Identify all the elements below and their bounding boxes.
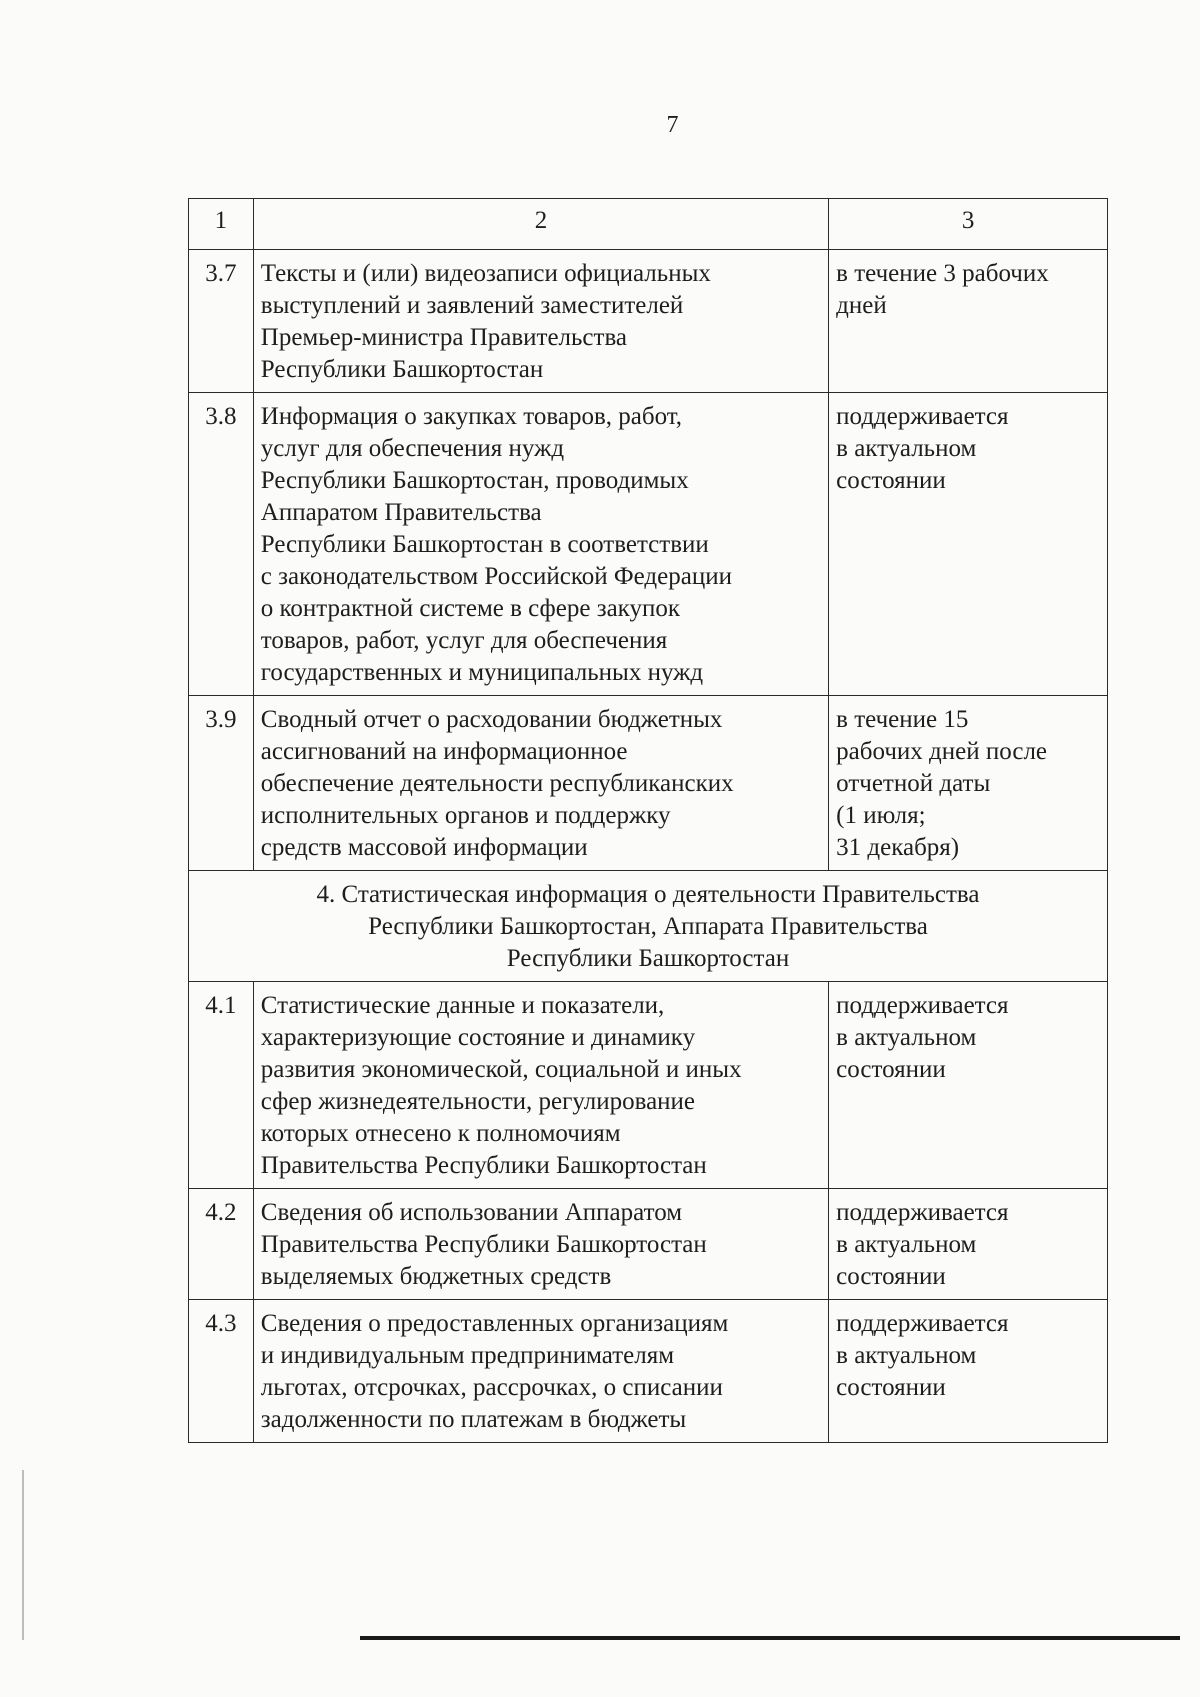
description-line: развития экономической, социальной и иных bbox=[260, 1056, 742, 1083]
row-description bbox=[253, 1300, 828, 1443]
table-row bbox=[189, 393, 1108, 696]
section-4-title bbox=[189, 871, 1108, 982]
term-line: состоянии bbox=[836, 1056, 946, 1083]
information-table bbox=[188, 198, 1108, 1443]
row-description bbox=[253, 250, 828, 393]
row-number: 3.7 bbox=[189, 250, 254, 393]
description-line: характеризующие состояние и динамику bbox=[260, 1024, 696, 1051]
table-row bbox=[189, 982, 1108, 1189]
description-line: Правительства Республики Башкортостан bbox=[260, 1231, 707, 1258]
description-line: исполнительных органов и поддержку bbox=[260, 802, 671, 829]
term-line: в течение 15 bbox=[836, 706, 969, 733]
term-line: рабочих дней после bbox=[836, 738, 1048, 765]
term-line: 31 декабря) bbox=[836, 834, 960, 861]
description-line: Аппаратом Правительства bbox=[260, 499, 542, 526]
term-line: отчетной даты bbox=[836, 770, 991, 797]
row-term bbox=[829, 1300, 1108, 1443]
description-line: Республики Башкортостан bbox=[260, 356, 544, 383]
term-line: поддерживается bbox=[836, 1310, 1009, 1337]
description-line: которых отнесено к полномочиям bbox=[260, 1120, 621, 1147]
term-line: в актуальном bbox=[836, 1342, 977, 1369]
description-line: Республики Башкортостан в соответствии bbox=[260, 531, 709, 558]
description-line: о контрактной системе в сфере закупок bbox=[260, 595, 680, 622]
row-description bbox=[253, 1189, 828, 1300]
description-line: товаров, работ, услуг для обеспечения bbox=[260, 627, 668, 654]
row-description bbox=[253, 696, 828, 871]
section-heading-row bbox=[189, 871, 1108, 982]
description-line: Информация о закупках товаров, работ, bbox=[260, 403, 683, 430]
scan-edge-mark bbox=[22, 1470, 24, 1640]
table-row bbox=[189, 696, 1108, 871]
description-line: Тексты и (или) видеозаписи официальных bbox=[260, 260, 711, 287]
row-term bbox=[829, 393, 1108, 696]
row-term bbox=[829, 1189, 1108, 1300]
term-line: (1 июля; bbox=[836, 802, 926, 829]
term-line: состоянии bbox=[836, 1263, 946, 1290]
description-line: услуг для обеспечения нужд bbox=[260, 435, 565, 462]
description-line: Статистические данные и показатели, bbox=[260, 992, 665, 1019]
section-title-line: Республики Башкортостан bbox=[506, 945, 790, 972]
description-line: Премьер-министра Правительства bbox=[260, 324, 628, 351]
description-line: Сводный отчет о расходовании бюджетных bbox=[260, 706, 723, 733]
description-line: Правительства Республики Башкортостан bbox=[260, 1152, 707, 1179]
description-line: Республики Башкортостан, проводимых bbox=[260, 467, 689, 494]
row-description bbox=[253, 982, 828, 1189]
row-number: 4.1 bbox=[189, 982, 254, 1189]
column-header-3: 3 bbox=[829, 199, 1108, 250]
table-row bbox=[189, 1189, 1108, 1300]
term-line: дней bbox=[836, 292, 887, 319]
description-line: выступлений и заявлений заместителей bbox=[260, 292, 684, 319]
description-line: обеспечение деятельности республиканских bbox=[260, 770, 734, 797]
term-line: состоянии bbox=[836, 467, 946, 494]
term-line: поддерживается bbox=[836, 1199, 1009, 1226]
description-line: Сведения об использовании Аппаратом bbox=[260, 1199, 683, 1226]
column-header-1: 1 bbox=[189, 199, 254, 250]
term-line: в актуальном bbox=[836, 435, 977, 462]
row-term bbox=[829, 696, 1108, 871]
description-line: льготах, отсрочках, рассрочках, о списании bbox=[260, 1374, 723, 1401]
description-line: и индивидуальным предпринимателям bbox=[260, 1342, 675, 1369]
term-line: в актуальном bbox=[836, 1231, 977, 1258]
description-line: ассигнований на информационное bbox=[260, 738, 628, 765]
description-line: Сведения о предоставленных организациям bbox=[260, 1310, 729, 1337]
term-line: в течение 3 рабочих bbox=[836, 260, 1049, 287]
row-number: 3.9 bbox=[189, 696, 254, 871]
row-description bbox=[253, 393, 828, 696]
row-number: 4.2 bbox=[189, 1189, 254, 1300]
section-title-line: Республики Башкортостан, Аппарата Правительства bbox=[368, 913, 928, 940]
term-line: в актуальном bbox=[836, 1024, 977, 1051]
description-line: государственных и муниципальных нужд bbox=[260, 659, 704, 686]
row-term bbox=[829, 250, 1108, 393]
column-header-2: 2 bbox=[253, 199, 828, 250]
term-line: поддерживается bbox=[836, 403, 1009, 430]
section-title-line: 4. Статистическая информация о деятельности Правительства bbox=[316, 881, 980, 908]
term-line: поддерживается bbox=[836, 992, 1009, 1019]
description-line: с законодательством Российской Федерации bbox=[260, 563, 732, 590]
row-number: 4.3 bbox=[189, 1300, 254, 1443]
table-row bbox=[189, 1300, 1108, 1443]
bottom-rule bbox=[360, 1636, 1180, 1640]
term-line: состоянии bbox=[836, 1374, 946, 1401]
table-row bbox=[189, 250, 1108, 393]
description-line: средств массовой информации bbox=[260, 834, 588, 861]
description-line: выделяемых бюджетных средств bbox=[260, 1263, 612, 1290]
description-line: задолженности по платежам в бюджеты bbox=[260, 1406, 687, 1433]
table-header-row bbox=[189, 199, 1108, 250]
page-number: 7 bbox=[666, 112, 679, 138]
row-number: 3.8 bbox=[189, 393, 254, 696]
description-line: сфер жизнедеятельности, регулирование bbox=[260, 1088, 696, 1115]
row-term bbox=[829, 982, 1108, 1189]
